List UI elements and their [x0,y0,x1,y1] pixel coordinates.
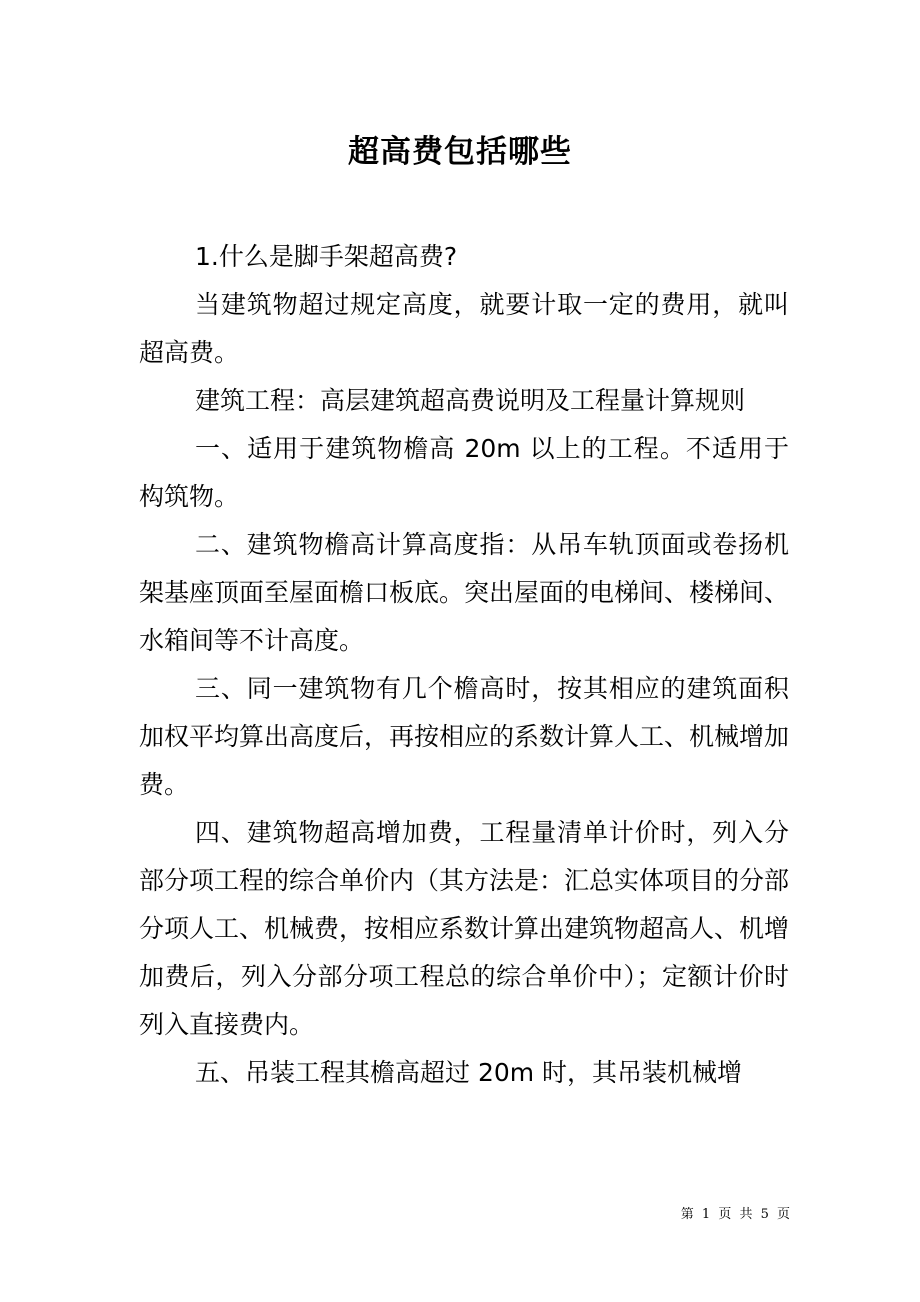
paragraph-rule-2: 二、建筑物檐高计算高度指：从吊车轨顶面或卷扬机架基座顶面至屋面檐口板底。突出屋面的电梯间、楼梯间、水箱间等不计高度。 [139,530,790,655]
paragraph-rules-heading: 建筑工程：高层建筑超高费说明及工程量计算规则 [195,386,746,415]
paragraph-definition: 当建筑物超过规定高度，就要计取一定的费用，就叫超高费。 [139,290,789,367]
paragraph-rule-5: 五、吊装工程其檐高超过 20m 时，其吊装机械增 [195,1058,743,1087]
page-number-footer: 第 1 页 共 5 页 [680,1207,790,1222]
paragraph-rule-3: 三、同一建筑物有几个檐高时，按其相应的建筑面积加权平均算出高度后，再按相应的系数计算人工、机械增加费。 [139,674,790,799]
paragraph-question: 1.什么是脚手架超高费? [195,242,458,271]
document-title: 超高费包括哪些 [348,134,572,170]
paragraph-rule-1: 一、适用于建筑物檐高 20m 以上的工程。不适用于构筑物。 [139,434,789,511]
document-body [139,233,789,1097]
paragraph-rule-4: 四、建筑物超高增加费，工程量清单计价时，列入分部分项工程的综合单价内（其方法是：汇总实体项目的分部分项人工、机械费，按相应系数计算出建筑物超高人、机增加费后，列入分部分项工程总的综合单价中）；定额计价时列入直接费内。 [139,818,790,1039]
